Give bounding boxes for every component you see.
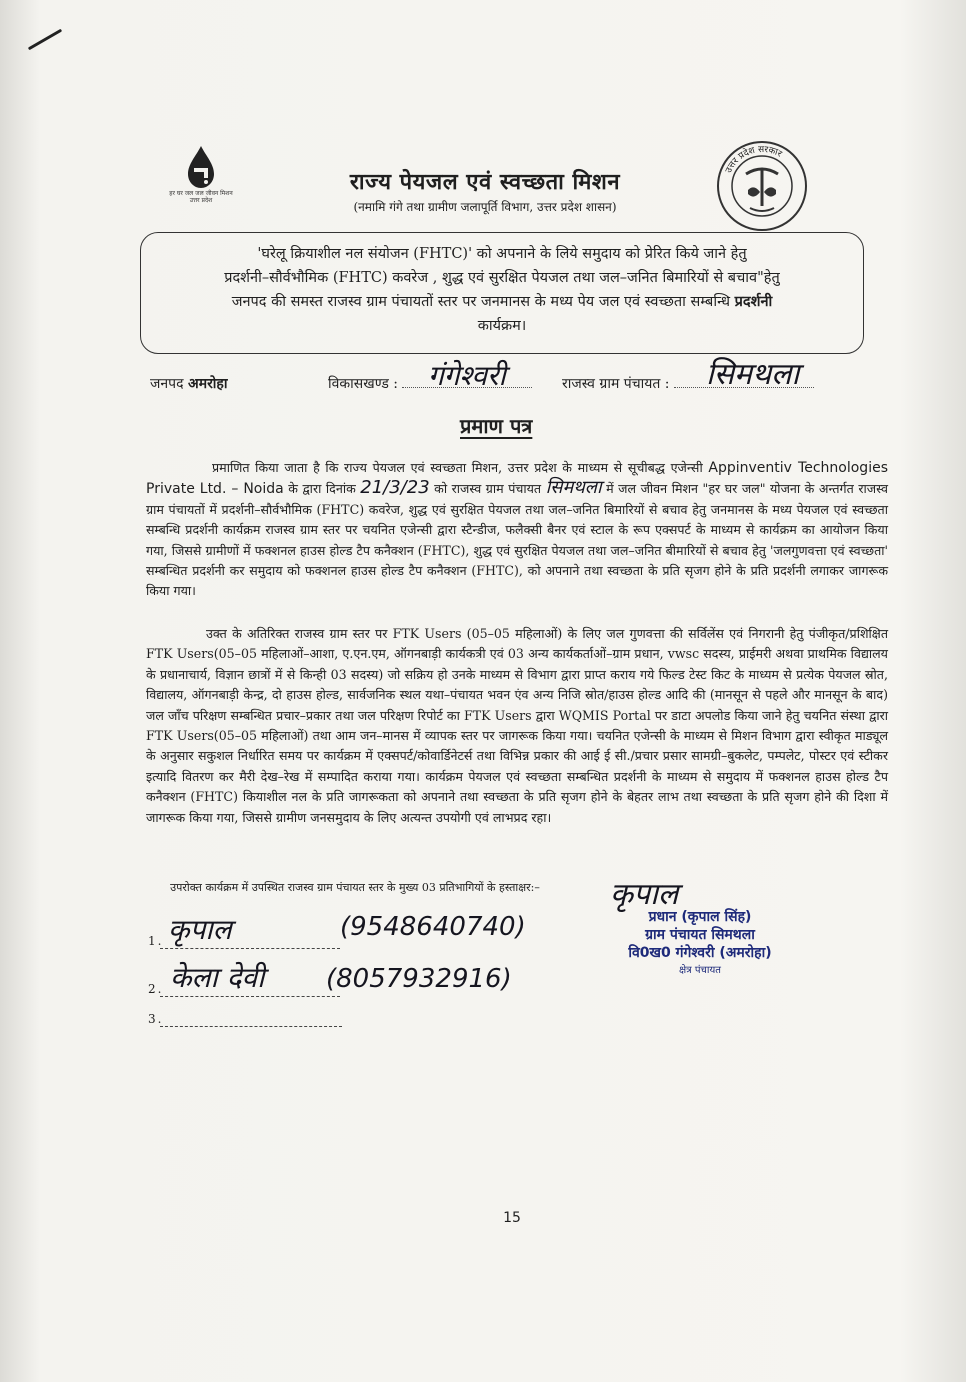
- program-description: [146, 242, 858, 338]
- signature-row-2-phone: (8057932916): [326, 964, 512, 994]
- mission-title: राज्य पेयजल एवं स्वच्छता मिशन: [349, 169, 621, 195]
- signature-row-2-line: [160, 996, 340, 997]
- p1-text-d: में जल जीवन मिशन "हर घर जल" योजना के अन्तर्गत राजस्व ग्राम पंचायतों में प्रदर्शनी–सौर्वभौमिक (FHTC) कवरेज, शुद्ध एवं सुरक्षित पेयजल तथा जल–जनित बिमारियों से बचाव हेतु जनमानस के मध्य पेयजल एवं स्वच्छता सम्बन्धि प्रदर्शनी कार्यक्रम राजस्व ग्राम स्तर पर चयनित एजेन्सी द्वारा स्टैन्डीज, फलैक्सी बैनर एवं स्टाल के रूप एक्सपर्ट के माध्यम से कार्यक्रम का आयोजन किया गया, जिससे ग्रामीणों में फक्शनल हाउस होल्ड टैप कनैक्शन (FHTC), शुद्ध एवं सुरक्षित पेयजल तथा जल–जनित बीमारियों से बचाव हेतु 'जलगुणवत्ता एवं स्वच्छता' सम्बन्धित प्रदर्शनी कर समुदाय को फक्शनल हाउस होल्ड टैप कनैक्शन (FHTC), को अपनाने तथा स्वच्छता के प्रति सृजग होने के प्रति प्रदर्शनी लगाकर जागरूक किया गया।: [146, 481, 888, 599]
- p1-text-c: को राजस्व ग्राम पंचायत: [429, 481, 546, 497]
- logo-caption: हर घर जल जल जीवन मिशन उत्तर प्रदेश: [169, 190, 233, 204]
- program-line-2: प्रदर्शनी–सौर्वभौमिक (FHTC) कवरेज , शुद्ध एवं सुरक्षित पेयजल तथा जल–जनित बिमारियों से बचाव"हेतु: [224, 270, 780, 286]
- mission-subtitle: (नमामि गंगे तथा ग्रामीण जलापूर्ति विभाग, उत्तर प्रदेश शासन): [353, 200, 617, 214]
- p1-text-a: प्रमाणित किया जाता है कि राज्य पेयजल एवं स्वच्छता मिशन, उत्तर प्रदेश के माध्यम से सूचीबद्ध एजेन्सी: [212, 460, 709, 475]
- signature-row-1-phone: (9548640740): [340, 912, 526, 942]
- up-government-seal-icon: [716, 140, 808, 232]
- stamp-line-1: प्रधान (कृपाल सिंह): [648, 909, 752, 925]
- signature-row-2-name: केला देवी: [170, 961, 265, 994]
- certificate-paragraph-2: उक्त के अतिरिक्त राजस्व ग्राम स्तर पर FTK Users (05–05 महिलाओं) के लिए जल गुणवत्ता की सर्विलेंस एवं निगरानी हेतु पंजीकृत/प्रशिक्षित FTK Users(05–05 महिलाओं–आशा, ए.एन.एम, ऑगनबाड़ी कार्यकत्री एवं 03 अन्य कार्यकर्ताओं–ग्राम प्रधान, vwsc सदस्य, प्राईमरी अथवा प्राथमिक विद्यालय के प्रधानाचार्य, विज्ञान छात्रों में से किन्ही 03 सदस्य) जो सक्रिय हो उनके माध्यम से विभाग द्वारा प्राप्त कराय गये फिल्ड टेस्ट किट के माध्यम से प्रत्येक पेयजल स्रोत, विद्यालय, ऑगनबाड़ी केन्द्र, दो हाउस होल्ड, सार्वजनिक स्थल यथा–पंचायत भवन एंव अन्य निजि स्रोत/हाउस होल्ड आदि की (मानसून से पहले और मानसून के बाद) जल जाँच परिक्षण सम्बन्धित प्रचार–प्रकार तथा जल परिक्षण रिपोर्ट का FTK Users द्वारा WQMIS Portal पर डाटा अपलोड किया जाने हेतु चयनित संस्था द्वारा FTK Users(05–05 महिलाओं) तथा आम जन–मानस में व्यापक स्तर पर जागरूक किया गया। चयनित एजेन्सी के माध्यम से मिशन विभाग द्वारा स्वीकृत माड्यूल के अनुसार सकुशल निर्धारित समय पर कार्यक्रम में एक्सपर्ट/कोवार्डिनेटर्स तथा विभिन्न प्रकार की आई ई सी./प्रचार प्रसार सामग्री–बुकलेट, पम्पलेट, पोस्टर एवं स्टीकर इत्यादि वितरण कर मैरी देख–रेख में सम्पादित कराया गया। कार्यक्रम पेयजल एवं स्वच्छता सम्बन्धित प्रदर्शनी के माध्यम से समुदाय में फक्शनल हाउस होल्ड टैप कनैक्शन (FHTC) कियाशील नल के प्रति जागरूकता को अपनाने तथा स्वच्छता के प्रति सृजग होने के बेहतर लाभ तथा स्वच्छता के प्रति सृजग होने की दिशा में जागरूक किया गया, जिससे ग्रामीण जनसमुदाय के लिए अत्यन्त उपयोगी एवं लाभप्रद रहा।: [146, 626, 888, 825]
- jal-jeevan-logo: [166, 144, 236, 216]
- program-line-3-text: जनपद की समस्त राजस्व ग्राम पंचायतों स्तर पर जनमानस के मध्य पेय जल एवं स्वच्छता सम्बन्धि: [231, 294, 735, 310]
- agency-name: Appinventiv Technologies Private Ltd. – Noida: [146, 460, 888, 498]
- gram-panchayat-label: राजस्व ग्राम पंचायत :: [562, 376, 670, 392]
- district-value: अमरोहा: [188, 376, 228, 392]
- certificate-paragraph-1: [146, 458, 888, 602]
- pradhan-stamp: [590, 908, 810, 980]
- stamp-line-2: ग्राम पंचायत सिमथला: [645, 927, 755, 943]
- program-line-4: कार्यक्रम।: [477, 318, 527, 334]
- signature-row-1-number: 1.: [148, 934, 164, 948]
- district-field: [150, 374, 227, 393]
- gram-panchayat-value-handwritten: सिमथला: [706, 357, 800, 392]
- signature-row-3-number: 3.: [148, 1012, 164, 1026]
- signature-row-3-line: [160, 1026, 342, 1027]
- program-date-handwritten: 21/3/23: [360, 477, 430, 499]
- stamp-line-3: वि0ख0 गंगेश्वरी (अमरोहा): [628, 945, 772, 961]
- signature-row-1-name: कृपाल: [168, 913, 232, 946]
- water-drop-icon: [166, 144, 236, 192]
- p1-text-b: के द्वारा दिनांक: [283, 481, 361, 497]
- signature-intro: उपरोक्त कार्यक्रम में उपस्थित राजस्व ग्राम पंचायत स्तर के मुख्य 03 प्रतिभागियों के हस्ताक्षर:–: [170, 881, 540, 894]
- stamp-line-4: क्षेत्र पंचायत: [679, 965, 721, 976]
- seal-text: उत्तर प्रदेश सरकार: [723, 144, 784, 175]
- pradhan-signature-handwritten: कृपाल: [610, 877, 679, 912]
- district-label: जनपद: [150, 376, 184, 392]
- certificate-title: प्रमाण पत्र: [460, 414, 533, 438]
- program-line-3: [146, 290, 858, 314]
- block-label: विकासखण्ड :: [328, 376, 399, 392]
- signature-row-1-line: [160, 948, 340, 949]
- page-number: 15: [503, 1210, 521, 1226]
- block-value-handwritten: गंगेश्वरी: [428, 359, 506, 392]
- signature-row-2-number: 2.: [148, 982, 164, 996]
- program-line-3-bold: प्रदर्शनी: [734, 293, 773, 310]
- program-line-1: 'घरेलू क्रियाशील नल संयोजन (FHTC)' को अपनाने के लिये समुदाय को प्रेरित किये जाने हेतु: [257, 246, 747, 262]
- gram-panchayat-handwritten: सिमथला: [545, 477, 602, 499]
